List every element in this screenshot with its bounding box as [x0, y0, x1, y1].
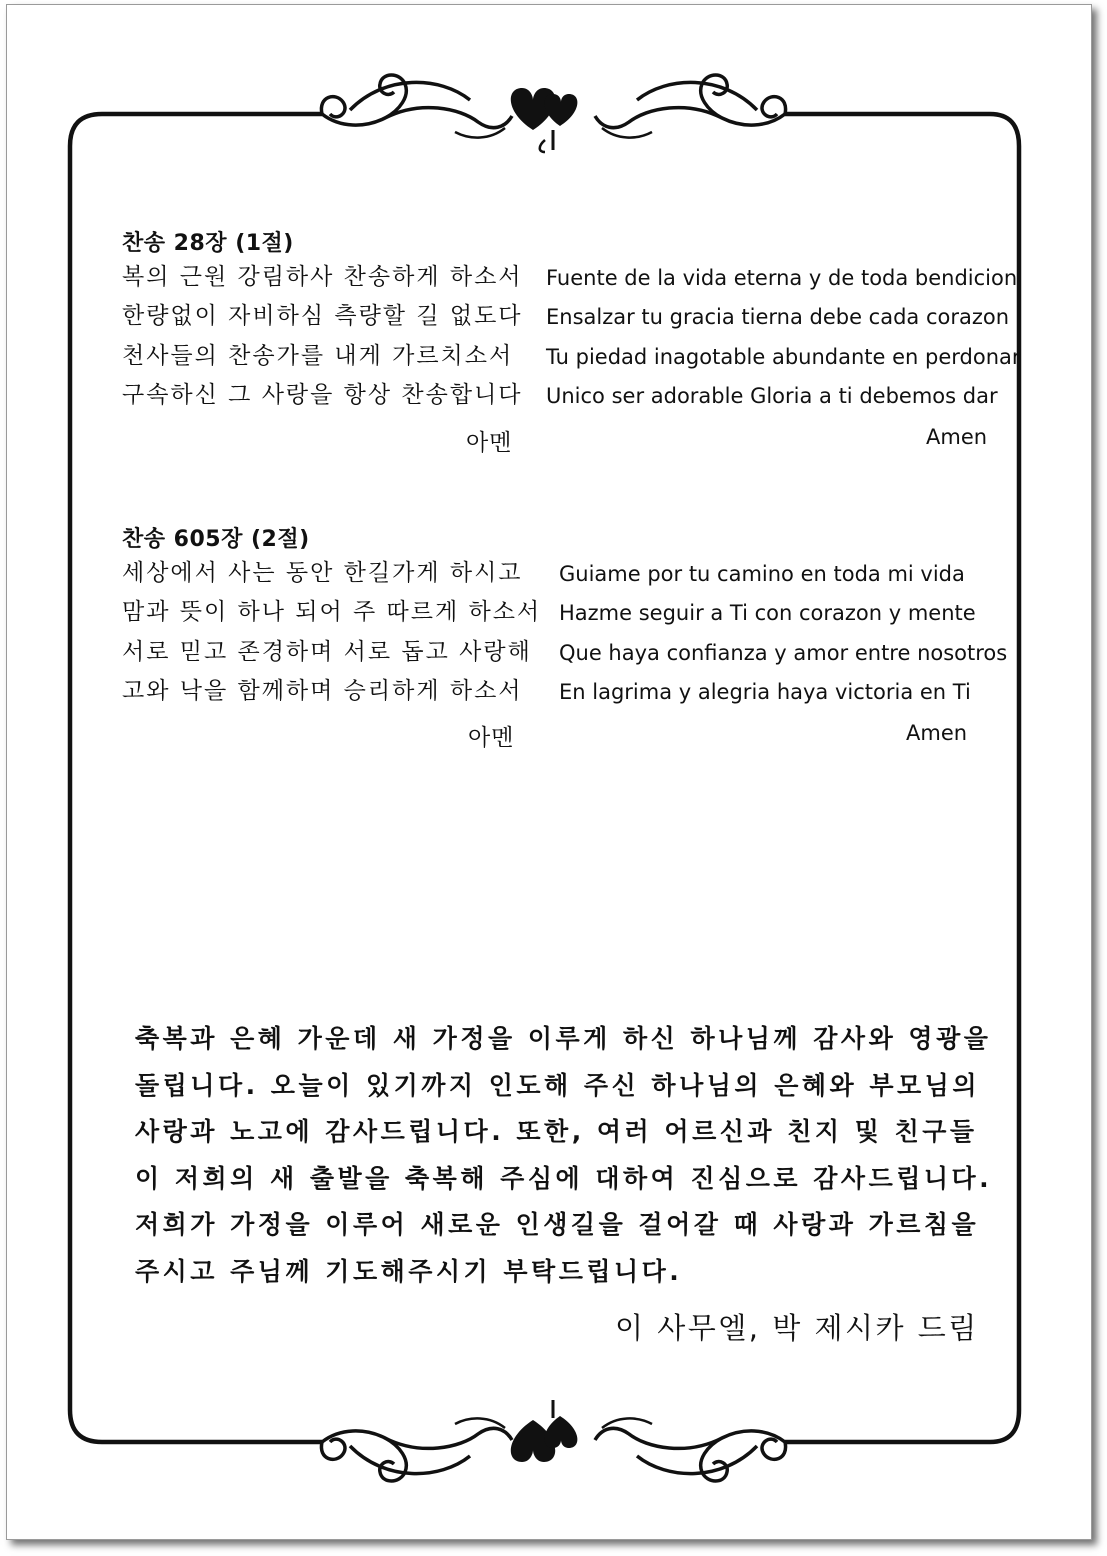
hymn2-korean-lyrics — [122, 554, 541, 712]
hymn1-korean-lyrics — [122, 258, 523, 416]
thanks-line: 저희가 가정을 이루어 새로운 인생길을 걸어갈 때 사랑과 가르침을 — [135, 1210, 980, 1239]
hymn2-korean-line: 서로 믿고 존경하며 서로 돕고 사랑해 — [122, 638, 532, 665]
hymn1-title: 찬송 28장 (1절) — [122, 231, 294, 256]
bottom-hearts — [511, 1400, 578, 1462]
thanks-line: 이 저희의 새 출발을 축복해 주심에 대하여 진심으로 감사드립니다. — [135, 1163, 993, 1193]
hymn2-spanish-line: Que haya confianza y amor entre nosotros — [559, 640, 1008, 665]
hymn1-spanish-line: Ensalzar tu gracia tierna debe cada corazon — [546, 305, 1010, 330]
thanks-line: 돌립니다. 오늘이 있기까지 인도해 주신 하나님의 은혜와 부모님의 — [135, 1070, 980, 1100]
hymn2-spanish-lyrics — [559, 555, 1007, 713]
top-flourish — [321, 75, 785, 152]
hymn1-spanish-line: Tu piedad inagotable abundante en perdonar — [546, 344, 1021, 369]
hymn2-korean-line: 맘과 뜻이 하나 되어 주 따르게 하소서 — [122, 599, 542, 626]
thanks-line: 주시고 주님께 기도해주시기 부탁드립니다. — [135, 1256, 683, 1286]
hymn1-spanish-amen: Amen — [926, 425, 988, 449]
thanks-line: 축복과 은혜 가운데 새 가정을 이루게 하신 하나님께 감사와 영광을 — [135, 1024, 992, 1053]
hymn2-spanish-line: Hazme seguir a Ti con corazon y mente — [559, 601, 976, 626]
hymn2-spanish-amen: Amen — [906, 721, 968, 745]
hymn1-korean-line: 구속하신 그 사랑을 항상 찬송합니다 — [122, 382, 523, 409]
hymn1-korean-line: 천사들의 찬송가를 내게 가르치소서 — [122, 342, 514, 369]
hymn2-korean-line: 고와 낙을 함께하며 승리하게 하소서 — [122, 678, 523, 705]
thanks-line: 사랑과 노고에 감사드립니다. 또한, 여러 어르신과 친지 및 친구들 — [135, 1117, 978, 1146]
hymn1-spanish-line: Fuente de la vida eterna y de toda bendicion — [546, 266, 1018, 290]
hymn2-korean-amen: 아멘 — [468, 725, 515, 751]
hymn1-spanish-line: Unico ser adorable Gloria a ti debemos dar — [546, 384, 998, 409]
hymn2-title: 찬송 605장 (2절) — [122, 527, 310, 552]
hymn1-spanish-lyrics — [546, 259, 1021, 417]
signature: 이 사무엘, 박 제시카 드림 — [615, 1311, 979, 1345]
hymn2-spanish-line: En lagrima y alegria haya victoria en Ti — [559, 680, 971, 705]
hymn1-korean-line: 복의 근원 강림하사 찬송하게 하소서 — [122, 264, 523, 290]
hymn1-korean-amen: 아멘 — [466, 430, 513, 456]
hymn2-spanish-line: Guiame por tu camino en toda mi vida — [559, 562, 965, 586]
hymn1-korean-line: 한량없이 자비하심 측량할 길 없도다 — [122, 303, 523, 330]
thanks-message — [135, 1016, 993, 1295]
hymn2-korean-line: 세상에서 사는 동안 한길가게 하시고 — [122, 560, 523, 586]
